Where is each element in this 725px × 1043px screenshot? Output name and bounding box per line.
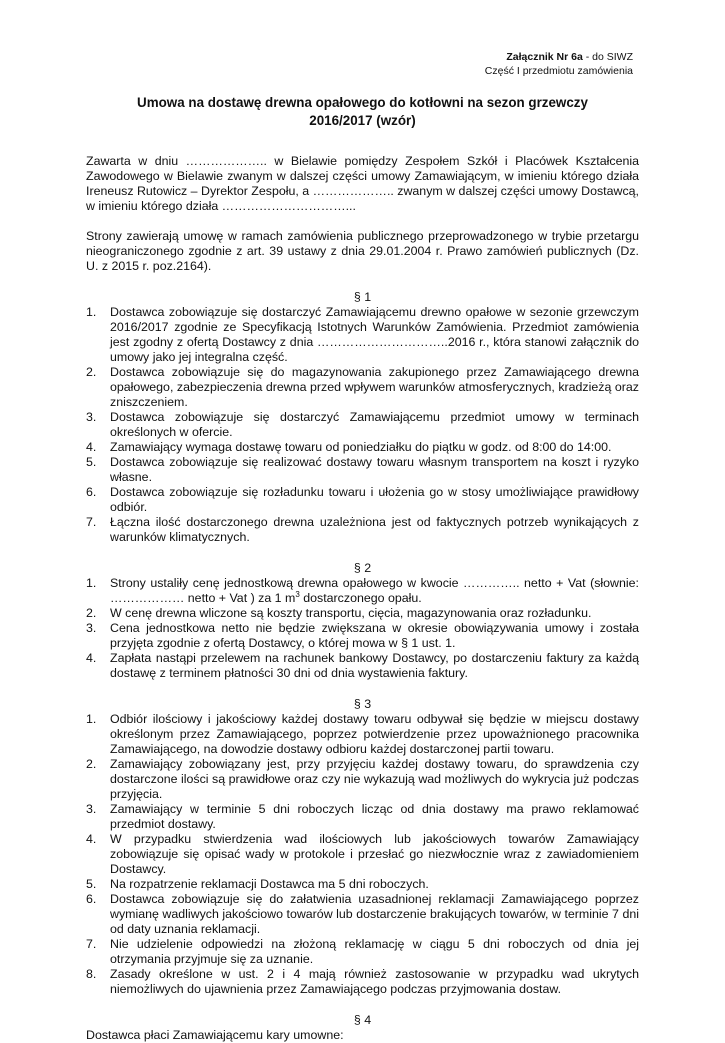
list-item [86,802,639,832]
title-line-1: Umowa na dostawę drewna opałowego do kotłowni na sezon grzewczy [137,95,588,110]
list-item [86,651,639,681]
section-3-list [86,712,639,997]
item-number: 3. [86,802,97,816]
annex-line [485,50,633,64]
section-heading-4: § 4 [353,1013,372,1027]
item-text: Zapłata nastąpi przelewem na rachunek bankowy Dostawcy, po dostarczeniu faktury za każdą dostawę z terminem płatności 30 dni od dnia wystawienia faktury. [110,651,639,680]
item-text: W przypadku stwierdzenia wad ilościowych lub jakościowych towarów Zamawiający zobowiązuje się opisać wady w protokole i przesłać go niezwłocznie wraz z zawiadomieniem Dostawcy. [110,832,639,876]
section-heading-2: § 2 [353,561,372,575]
item-text-tail: dostarczonego opału. [299,591,422,605]
list-item [86,305,639,365]
list-item [86,440,639,455]
item-text: Strony ustaliły cenę jednostkową drewna opałowego w kwocie ………….. netto + Vat (słownie: ……………… netto + Vat ) za 1 m [110,576,639,605]
item-number: 7. [86,937,97,951]
item-text: Odbiór ilościowy i jakościowy każdej dostawy towaru odbywał się będzie w miejscu dostawy określonym przez Zamawiającego, poprzez potwierdzenie przez upoważnionego pracownika Zamawiającego, na dowodzie dostawy odbioru każdej dostarczonej partii towaru. [110,712,639,756]
item-text: Zamawiający wymaga dostawę towaru od poniedziałku do piątku w godz. od 8:00 do 14:00. [110,440,612,454]
list-item [86,892,639,937]
superscript: 3 [295,589,300,599]
item-text: Zasady określone w ust. 2 i 4 mają również zastosowanie w przypadku wad ukrytych niemożliwych do ujawnienia przez Zamawiającego podczas przyjmowania dostaw. [110,967,639,996]
list-item [86,455,639,485]
item-text: Dostawca zobowiązuje się dostarczyć Zamawiającemu przedmiot umowy w terminach określonych w ofercie. [110,410,639,439]
document-body [86,154,639,1043]
list-item [86,410,639,440]
item-number: 2. [86,757,97,771]
item-text: Dostawca zobowiązuje się rozładunku towaru i ułożenia go w stosy umożliwiające prawidłowy odbiór. [110,485,639,514]
item-text: Zamawiający w terminie 5 dni roboczych licząc od dnia dostawy ma prawo reklamować przedmiot dostawy. [110,802,639,831]
item-text: Cena jednostkowa netto nie będzie zwiększana w okresie obowiązywania umowy i została przyjęta zgodnie z ofertą Dostawcy, o której mowa w § 1 ust. 1. [110,621,639,650]
item-number: 7. [86,515,97,529]
item-text: Nie udzielenie odpowiedzi na złożoną reklamację w ciągu 5 dni roboczych od dnia jej otrzymania przyjmuje się za uznanie. [110,937,639,966]
section-heading-1: § 1 [353,290,372,304]
item-number: 1. [86,305,97,319]
section-4-lead: Dostawca płaci Zamawiającemu kary umowne: [86,1028,344,1042]
title-line-2: 2016/2017 (wzór) [309,113,416,128]
item-number: 3. [86,410,97,424]
item-number: 5. [86,877,97,891]
list-item [86,832,639,877]
item-text: W cenę drewna wliczone są koszty transportu, cięcia, magazynowania oraz rozładunku. [110,606,592,620]
item-number: 2. [86,365,97,379]
list-item [86,365,639,410]
legal-basis-paragraph: Strony zawierają umowę w ramach zamówienia publicznego przeprowadzonego w trybie przetargu nieograniczonego zgodnie z art. 39 ustawy z dnia 29.01.2004 r. Prawo zamówień publicznych (Dz. U. z 2015 r. poz.2164). [86,229,639,273]
section-2-list [86,576,639,681]
section-heading-3: § 3 [353,697,372,711]
list-item [86,757,639,802]
item-text: Dostawca zobowiązuje się do załatwienia uzasadnionej reklamacji Zamawiającego poprzez wymianę wadliwych jakościowo towarów lub dostarczenie brakujących towarów, w terminie 7 dni od daty uznania reklamacji. [110,892,639,936]
item-text: Dostawca zobowiązuje się do magazynowania zakupionego przez Zamawiającego drewna opałowego, zabezpieczenia drewna przed wpływem warunków atmosferycznych, kradzieżą oraz zniszczeniem. [110,365,639,409]
item-number: 4. [86,651,97,665]
annex-part: Część I przedmiotu zamówienia [484,65,633,77]
item-number: 1. [86,712,97,726]
list-item [86,576,639,606]
item-text: Dostawca zobowiązuje się realizować dostawy towaru własnym transportem na koszt i ryzyko własne. [110,455,639,484]
item-number: 2. [86,606,97,620]
item-number: 5. [86,455,97,469]
item-text: Na rozpatrzenie reklamacji Dostawca ma 5 dni roboczych. [110,877,429,891]
item-number: 6. [86,892,97,906]
item-number: 8. [86,967,97,981]
list-item [86,606,639,621]
annex-header [485,50,633,78]
item-text: Zamawiający zobowiązany jest, przy przyjęciu każdej dostawy towaru, do sprawdzenia czy dostarczone ilości są prawidłowe oraz czy nie wykazują wad możliwych do wykrycia już podczas przyjęcia. [110,757,639,801]
section-1-list [86,305,639,545]
list-item [86,515,639,545]
item-number: 4. [86,832,97,846]
list-item [86,877,639,892]
item-number: 1. [86,576,97,590]
annex-suffix: - do SIWZ [582,51,633,63]
list-item [86,967,639,997]
item-number: 6. [86,485,97,499]
intro-paragraph: Zawarta w dniu ……………….. w Bielawie pomiędzy Zespołem Szkół i Placówek Kształcenia Zawodowego w Bielawie zwanym w dalszej części umowy Zamawiającym, w imieniu którego działa Ireneusz Rutowicz – Dyrektor Zespołu, a ……………….. zwanym w dalszej części umowy Dostawcą, w imieniu którego działa …………………………... [86,154,639,213]
list-item [86,712,639,757]
document-title [86,94,639,130]
item-number: 4. [86,440,97,454]
item-text: Łączna ilość dostarczonego drewna uzależniona jest od faktycznych potrzeb wynikających z warunków klimatycznych. [110,515,639,544]
list-item [86,621,639,651]
list-item [86,937,639,967]
item-number: 3. [86,621,97,635]
list-item [86,485,639,515]
annex-number: Załącznik Nr 6a [506,51,583,63]
item-text: Dostawca zobowiązuje się dostarczyć Zamawiającemu drewno opałowe w sezonie grzewczym 2016/2017 zgodnie ze Specyfikacją Istotnych Warunków Zamówienia. Przedmiot zamówienia jest zgodny z ofertą Dostawcy z dnia …………………………..2016 r., która stanowi załącznik do umowy jako jej integralna część. [110,305,639,364]
